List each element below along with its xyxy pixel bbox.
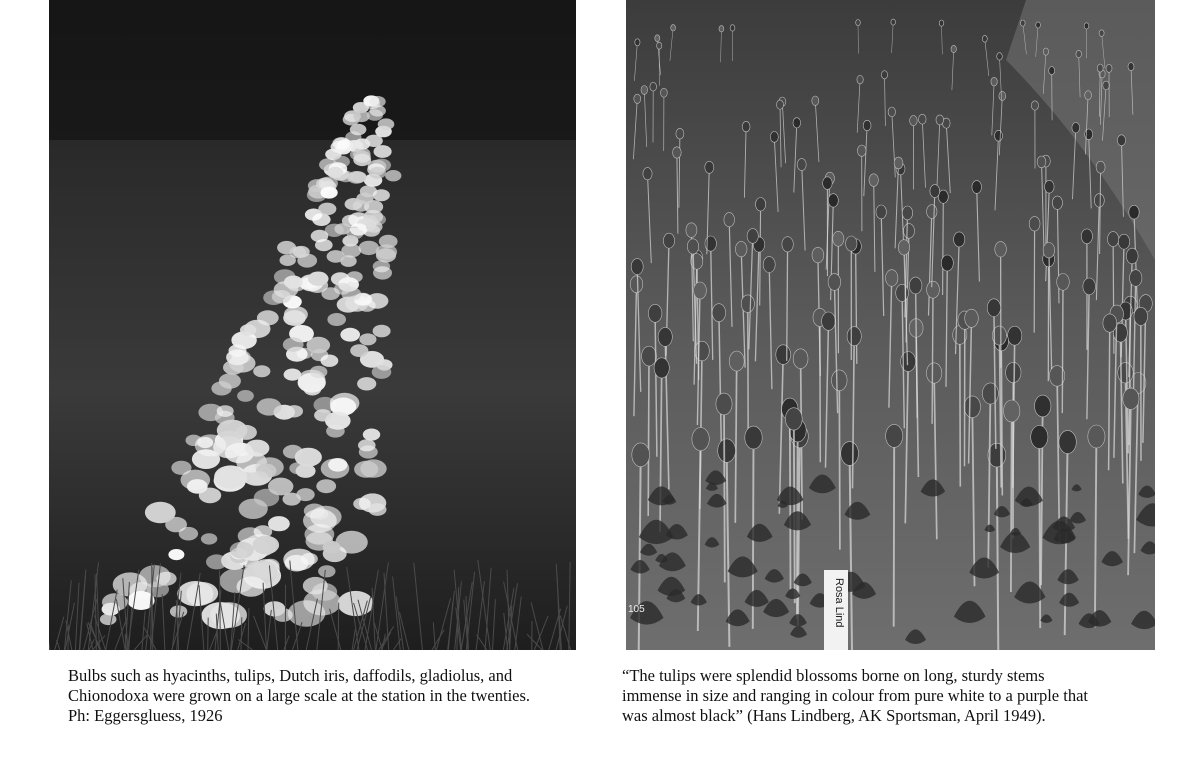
tulip-bloom [1031,426,1048,449]
iris-bloom [195,434,226,456]
tulip-stem [794,419,795,603]
tulip-bloom [964,396,980,418]
tulip-bloom [1043,243,1055,258]
iris-bloom [350,171,367,183]
tulip-bloom [876,205,886,219]
tulip-bloom [630,276,643,293]
tulip-bloom [812,247,824,263]
iris-bloom [359,445,378,458]
tulip-bloom [777,100,784,109]
tulip-bloom [1123,388,1139,409]
iris-bloom [328,458,347,472]
iris-bloom [217,405,234,417]
iris-bloom [285,405,303,417]
tulip-bloom [741,295,754,313]
iris-bloom [181,470,211,491]
iris-bloom [354,138,370,149]
iris-bloom [363,429,380,441]
tulip-bloom [641,86,648,95]
tulip-stem [1062,282,1063,413]
iris-bloom [295,448,322,467]
tulip-bloom [823,177,833,190]
caption-left: Bulbs such as hyacinths, tulips, Dutch iris, daffodils, gladiolus, and Chionodoxa were grown on a large scale at the station in the twenties. Ph: Eggersgluess, 1926 [68,666,531,725]
tulip-bloom [995,130,1003,141]
iris-bloom [373,189,390,201]
corner-number: 105 [628,604,645,615]
tulip-bloom [634,94,641,103]
tulip-bloom [716,393,732,415]
tulip-bloom [954,232,965,247]
tulip-field-photo [626,0,1155,650]
iris-bloom [335,531,367,554]
tulip-bloom [869,174,878,187]
tulip-bloom [832,370,848,391]
tulip-bloom [735,241,747,256]
iris-bloom [245,440,269,457]
tulip-bloom [909,277,922,294]
iris-bloom [312,508,329,520]
iris-bloom [219,373,241,388]
tulip-bloom [676,128,684,139]
iris-bloom [321,355,339,367]
tulip-bloom [718,439,736,463]
iris-bloom [338,591,374,616]
iris-bloom [318,565,335,577]
tulip-bloom [1006,362,1021,382]
tulip-bloom [1045,180,1055,193]
tulip-bloom [785,408,802,430]
tulip-bloom [687,239,698,254]
plant-marker-sign [824,570,848,650]
iris-bloom [372,365,392,379]
tulip-field-image [626,0,1155,650]
iris-bloom [254,489,279,507]
tulip-bloom [1103,314,1117,332]
tulip-bloom [692,428,709,451]
iris-bloom [369,167,386,179]
iris-bloom [327,250,345,263]
iris-bloom [350,223,367,235]
tulip-bloom [763,257,775,273]
tulip-stem [820,317,821,462]
tulip-bloom [833,231,844,246]
tulip-bloom [1118,234,1129,249]
iris-bloom [385,170,401,181]
tulip-bloom [719,26,724,32]
tulip-bloom [1037,156,1046,168]
tulip-bloom [910,116,918,126]
iris-bloom [257,398,282,415]
iris-bloom [327,167,343,178]
iris-bloom [370,96,386,107]
tulip-bloom [982,35,987,42]
tulip-bloom [1094,194,1104,207]
tulip-bloom [648,304,662,322]
tulip-bloom [972,181,982,194]
tulip-bloom [1085,91,1092,100]
tulip-stem [787,244,788,361]
tulip-bloom [1097,64,1103,72]
tulip-bloom [632,443,650,467]
tulip-bloom [1108,232,1119,247]
iris-bloom [318,203,336,216]
tulip-bloom [1057,274,1070,291]
tulip-bloom [1096,161,1105,173]
tulip-bloom [1134,307,1148,325]
iris-bloom [230,542,254,559]
tulip-bloom [847,327,861,346]
tulip-bloom [631,259,643,275]
iris-bloom [357,377,376,390]
tulip-bloom [642,346,657,366]
tulip-bloom [661,88,668,97]
tulip-bloom [673,147,682,158]
tulip-bloom [857,75,863,83]
iris-bloom [373,266,392,279]
tulip-stem [932,290,933,424]
tulip-bloom [1118,363,1133,383]
tulip-bloom [686,223,697,238]
tulip-bloom [756,198,766,212]
tulip-stem [648,356,649,516]
tulip-bloom [841,442,859,466]
tulip-bloom [770,132,778,143]
iris-bloom [356,193,373,205]
tulip-bloom [797,159,806,171]
tulip-stem [894,436,895,627]
tulip-bloom [822,312,836,330]
iris-bloom [378,118,395,130]
tulip-bloom [1129,205,1139,219]
tulip-bloom [671,25,676,31]
iris-bloom [373,325,391,338]
tulip-bloom [1099,30,1104,37]
iris-bloom [253,365,270,377]
tulip-bloom [1128,63,1134,71]
tulip-bloom [965,309,979,327]
tulip-bloom [654,358,669,378]
marker-label: Rosa Lind [833,578,845,628]
tulip-bloom [1049,67,1055,75]
tulip-bloom [712,304,725,322]
tulip-bloom [658,327,672,346]
tulip-bloom [898,240,909,255]
iris-bloom [168,549,184,560]
iris-bloom [311,230,329,242]
iris-bloom [314,409,332,421]
iris-bloom [354,461,378,478]
tulip-bloom [888,107,895,117]
tulip-bloom [650,82,657,91]
tulip-bloom [1008,326,1022,345]
tulip-bloom [1052,196,1062,209]
tulip-bloom [705,161,714,173]
iris-bloom [249,471,269,485]
tulip-bloom [1031,101,1038,110]
iris-bloom [237,390,254,402]
tulip-bloom [846,236,857,251]
tulip-bloom [812,96,819,105]
iris-bloom [353,154,371,166]
tulip-bloom [886,424,903,447]
tulip-bloom [863,120,871,130]
iris-bloom [283,310,306,326]
tulip-bloom [1126,248,1138,264]
iris-bloom [353,111,370,123]
tulip-bloom [1084,23,1089,29]
tulip-bloom [793,349,808,369]
tulip-bloom [793,118,801,128]
tulip-bloom [1059,430,1076,453]
tulip-bloom [881,71,887,79]
tulip-bloom [729,351,744,371]
iris-bloom [274,281,299,298]
iris-bloom [283,337,304,351]
tulip-bloom [747,229,758,244]
iris-bloom [321,287,339,300]
iris-bloom [253,536,280,555]
tulip-bloom [635,39,640,46]
iris-bloom [374,145,392,158]
tulip-bloom [663,233,674,248]
tulip-bloom [1103,81,1110,90]
tulip-bloom [995,242,1007,257]
tulip-bloom [1036,22,1041,28]
tulip-bloom [939,20,944,26]
iris-bloom [347,271,363,282]
iris-bloom [321,187,338,199]
tulip-bloom [891,19,896,25]
tulip-bloom [927,205,937,219]
iris-bloom [379,235,398,248]
iris-bloom [206,554,227,569]
tulip-bloom [1106,64,1112,72]
tulip-bloom [896,284,909,301]
iris-bloom [323,541,341,553]
iris-bloom [201,533,217,544]
tulip-bloom [894,157,903,169]
tulip-bloom [1021,20,1026,26]
tulip-stem [943,197,944,295]
tulip-bloom [902,206,912,220]
tulip-bloom [694,282,707,299]
iris-bloom [257,310,279,325]
tulip-bloom [730,25,735,31]
iris-bloom [310,366,328,378]
tulip-stem [724,404,725,582]
iris-bloom [240,324,256,335]
tulip-bloom [828,274,841,291]
iris-bloom [359,333,376,345]
iris-bloom [179,527,198,541]
tulip-bloom [991,77,997,86]
tulip-bloom [1029,217,1040,231]
tulip-bloom [999,91,1006,100]
tulip-bloom [724,213,735,227]
tulip-bloom [745,426,762,449]
tulip-bloom [1117,135,1125,146]
tulip-bloom [987,299,1000,317]
iris-field-photo [49,0,576,650]
tulip-bloom [856,20,861,26]
caption-right: “The tulips were splendid blossoms borne on long, sturdy stems immense in size and ranging in colour from pure white to a purple that was almost black” (Hans Lindberg, AK Sportsman, April 1949). [622,666,1088,725]
tulip-bloom [742,121,750,131]
tulip-bloom [655,35,660,42]
tulip-bloom [926,363,941,383]
iris-bloom [229,344,247,357]
tulip-bloom [930,185,940,198]
tulip-bloom [1081,229,1092,244]
tulip-stem [839,380,840,549]
tulip-bloom [828,194,838,207]
tulip-bloom [1088,425,1105,448]
tulip-bloom [936,115,944,125]
iris-bloom [186,582,218,604]
iris-bloom [283,549,314,571]
tulip-bloom [1004,400,1020,422]
tulip-stem [960,335,961,487]
tulip-bloom [886,270,898,287]
iris-bloom [280,254,296,266]
tulip-bloom [997,53,1003,60]
iris-bloom [199,488,221,504]
tulip-bloom [919,114,927,124]
iris-bloom [283,493,301,506]
iris-bloom [170,605,187,617]
tulip-bloom [951,45,956,52]
tulip-bloom [1035,395,1051,417]
iris-bloom [350,344,368,357]
tulip-bloom [643,168,652,180]
tulip-bloom [782,237,793,252]
iris-bloom [332,137,350,149]
tulip-bloom [1130,270,1142,287]
iris-bloom [327,313,346,326]
grass-blade [208,618,209,650]
iris-bloom [308,272,329,286]
tulip-bloom [927,281,940,298]
tulip-bloom [1043,48,1048,55]
tulip-bloom [776,345,791,365]
iris-bloom [316,479,336,493]
iris-bloom [353,498,371,510]
tulip-bloom [941,255,953,271]
tulip-bloom [982,383,998,404]
tulip-stem [1011,411,1012,592]
iris-bloom [340,328,360,342]
tulip-bloom [657,42,662,49]
iris-field-image [49,0,576,650]
iris-bloom [293,246,310,258]
tulip-bloom [904,224,915,239]
tulip-bloom [1072,123,1080,133]
tulip-bloom [1076,50,1082,57]
tulip-bloom [857,145,866,156]
tulip-bloom [1083,278,1096,295]
iris-bloom [366,221,383,233]
